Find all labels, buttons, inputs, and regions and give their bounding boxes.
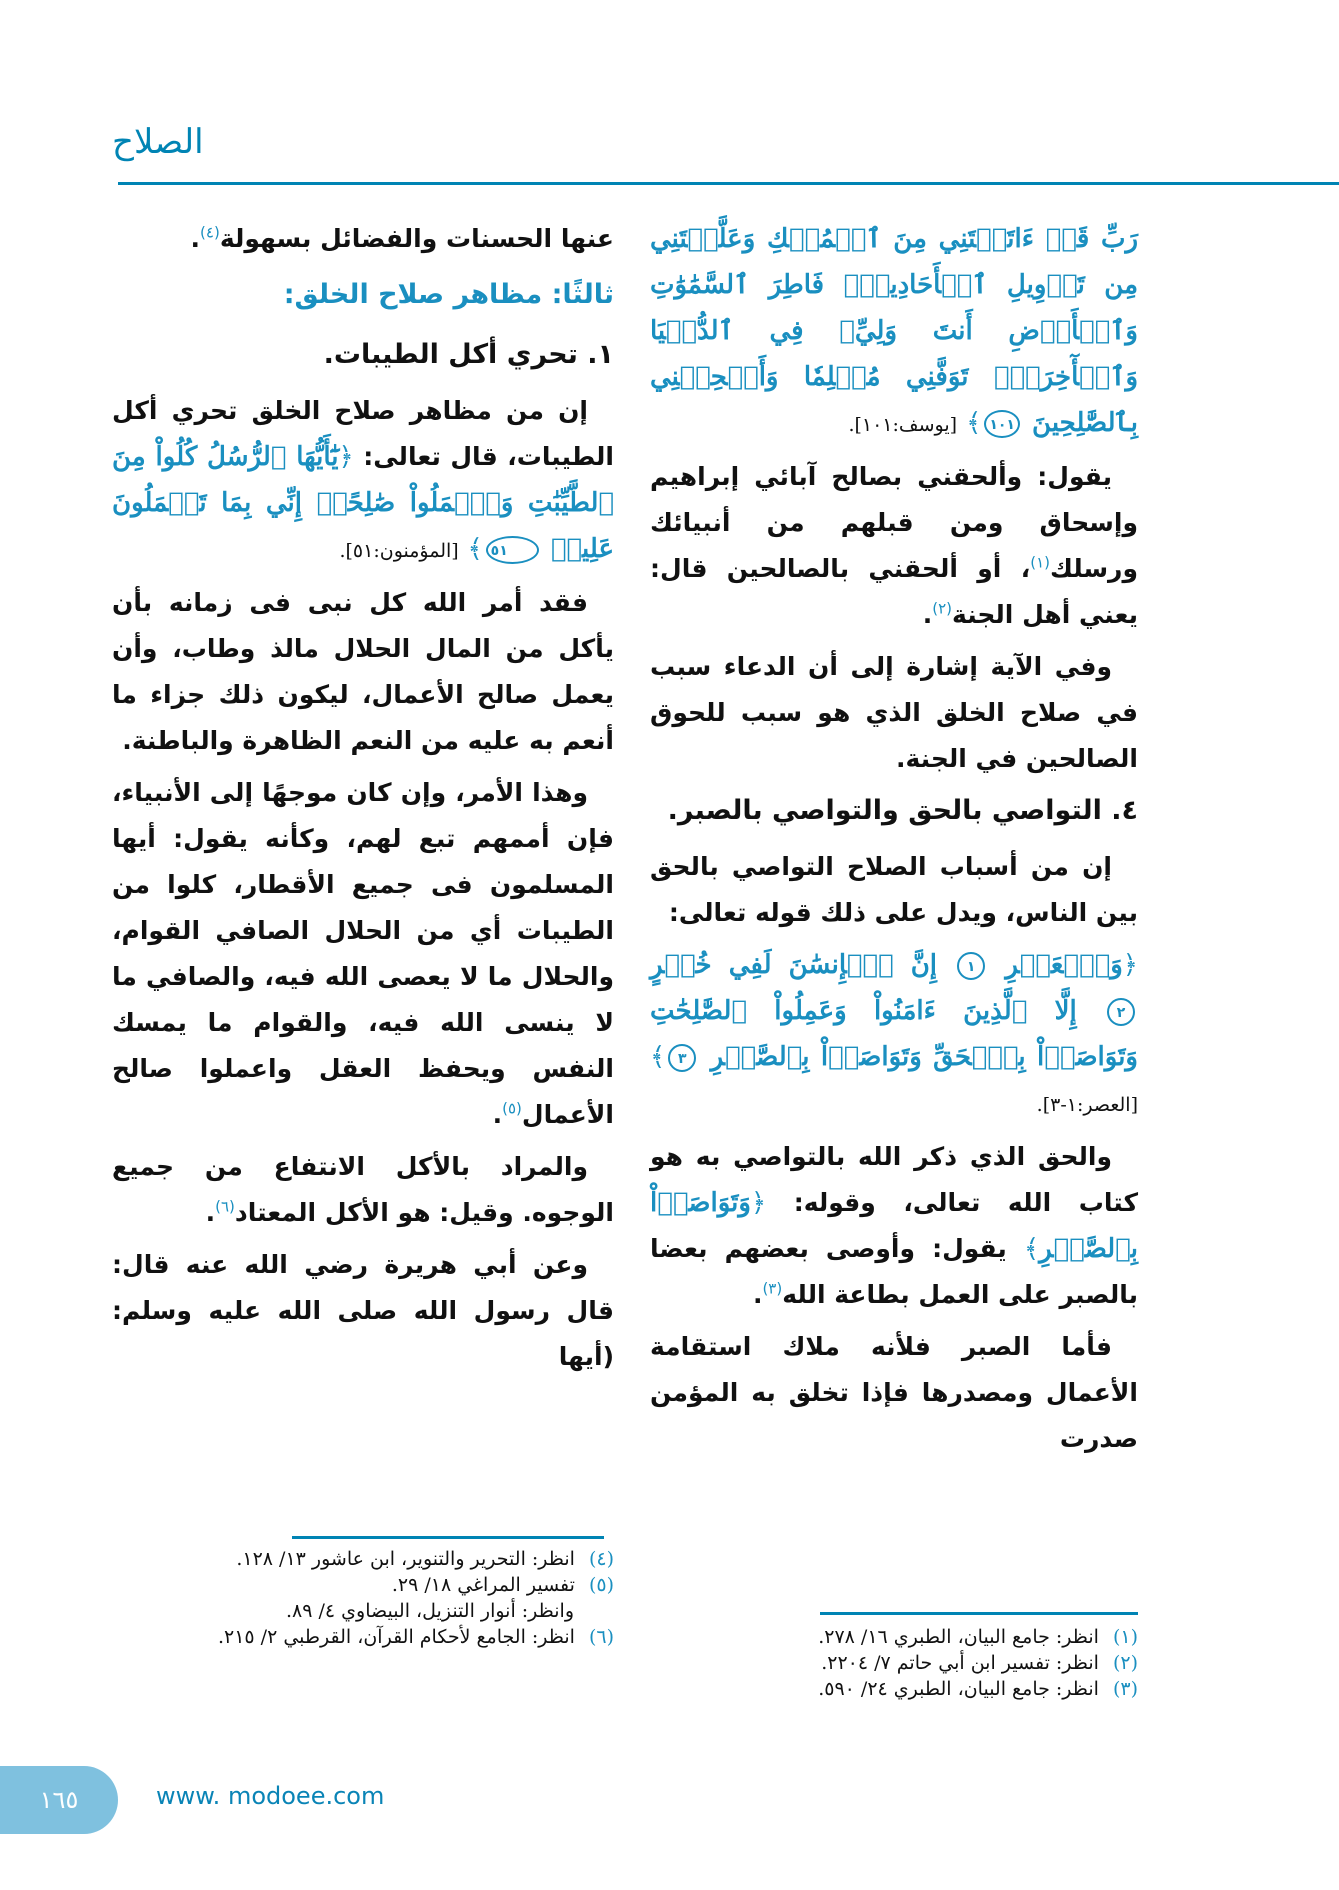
punctuation: . [190, 224, 201, 253]
section-heading: ثالثًا: مظاهر صلاح الخلق: [283, 279, 614, 310]
footnote-divider [292, 1536, 604, 1539]
footnote-text: تفسير المراغي ١٨/ ٢٩. [391, 1574, 575, 1596]
footnotes-right [650, 1624, 1138, 1702]
punctuation: . [922, 600, 933, 629]
footnote-number: (٥) [588, 1574, 614, 1596]
website-link[interactable]: www. modoee.com [156, 1782, 385, 1810]
footnote-text: انظر: الجامع لأحكام القرآن، القرطبي ٢/ ٢١٥. [217, 1626, 575, 1648]
quran-verse-asr [650, 942, 1138, 1128]
ornament-bracket-icon: ﴾ [650, 1042, 666, 1072]
paragraph: وفي الآية إشارة إلى أن الدعاء سبب في صلاح الخلق الذي هو سبب للحوق الصالحين في الجنة. [650, 652, 1138, 773]
paragraph: فقد أمر الله كل نبى فى زمانه بأن يأكل من المال الحلال مالذ وطاب، وأن يعمل صالح الأعمال، ليكون ذلك جزاء ما أنعم به عليه من النعم الظاهرة والباطنة. [112, 588, 614, 755]
footnote-item [650, 1624, 1138, 1650]
paragraph-text: والمراد بالأكل الانتفاع من جميع الوجوه. وقيل: هو الأكل المعتاد [112, 1152, 614, 1227]
ornament-bracket-icon: ﴾ [467, 534, 483, 564]
chapter-title: الصلاح [112, 122, 204, 162]
verse-text: إِنَّ ٱلۡإِنسَٰنَ لَفِي خُسۡرٍ [650, 950, 938, 980]
paragraph-text: عنها الحسنات والفضائل بسهولة [219, 224, 614, 253]
paragraph: إن من أسباب الصلاح التواصي بالحق بين الناس، ويدل على ذلك قوله تعالى: [650, 852, 1138, 927]
footnote-item [650, 1650, 1138, 1676]
footnote-number: (٢) [1112, 1652, 1138, 1674]
verse-reference: [المؤمنون:٥١]. [339, 540, 459, 562]
paragraph: فأما الصبر فلأنه ملاك استقامة الأعمال ومصدرها فإذا تخلق به المؤمن صدرت [650, 1332, 1138, 1453]
ornament-bracket-icon: ﴿ [750, 1188, 767, 1218]
punctuation: . [205, 1198, 216, 1227]
footnote-number: (٦) [588, 1626, 614, 1648]
footnotes-left [112, 1546, 614, 1650]
paragraph [650, 1134, 1138, 1318]
subsection-heading: ١. تحري أكل الطيبات. [323, 339, 614, 370]
footnote-text: انظر: جامع البيان، الطبري ٢٤/ ٥٩٠. [818, 1678, 1099, 1700]
footnote-ref[interactable]: (٥) [502, 1099, 522, 1118]
paragraph-text: وهذا الأمر، وإن كان موجهًا إلى الأنبياء، فإن أممهم تبع لهم، وكأنه يقول: أيها المسلمون فى جميع الأقطار، كلوا من الطيبات أي من الحلال الصافي القوام، والحلال ما لا يعصى الله فيه، والصافي ما لا ينسى الله فيه، والقوام ما يمسك النفس ويحفظ العقل واعملوا صالح الأعمال [112, 778, 614, 1129]
footnote-ref[interactable]: (٤) [200, 223, 220, 242]
footnote-number: (٤) [588, 1548, 614, 1570]
paragraph-text: إن من مظاهر صلاح الخلق تحري أكل الطيبات، قال تعالى: [112, 396, 614, 471]
footnote-number: (١) [1112, 1626, 1138, 1648]
paragraph-text: يقول: وألحقني بصالح آبائي إبراهيم وإسحاق ومن قبلهم من أنبيائك ورسلك [650, 462, 1138, 583]
ayah-number-marker: ٢ [1107, 998, 1135, 1026]
punctuation: . [492, 1100, 503, 1129]
footnote-divider [820, 1612, 1138, 1615]
footnote-ref[interactable]: (٢) [932, 599, 953, 618]
paragraph [650, 454, 1138, 638]
subsection-heading: ٤. التواصي بالحق والتواصي بالصبر. [667, 795, 1138, 826]
paragraph [112, 388, 614, 574]
ayah-number-marker: ١ [957, 952, 985, 980]
verse-text: وَٱلۡعَصۡرِ [1005, 950, 1123, 980]
footnote-number: (٣) [1112, 1678, 1138, 1700]
footnote-item [112, 1546, 614, 1572]
right-column [650, 216, 1138, 1468]
paragraph: وعن أبي هريرة رضي الله عنه قال: قال رسول الله صلى الله عليه وسلم: (أيها [112, 1250, 614, 1371]
footnote-text: وانظر: أنوار التنزيل، البيضاوي ٤/ ٨٩. [285, 1600, 574, 1622]
paragraph [112, 770, 614, 1138]
footnote-item [112, 1624, 614, 1650]
footnote-ref[interactable]: (٣) [762, 1279, 783, 1298]
footnote-text: انظر: التحرير والتنوير، ابن عاشور ١٣/ ١٢٨. [236, 1548, 575, 1570]
ayah-number-marker: ٣ [668, 1044, 696, 1072]
quran-verse-yusuf [650, 216, 1138, 448]
paragraph [112, 1144, 614, 1236]
paragraph [112, 216, 614, 262]
punctuation: . [752, 1280, 763, 1309]
ayah-number-marker: ٥١ [486, 536, 539, 564]
page-number-badge: ١٦٥ [0, 1766, 118, 1834]
verse-text: يَٰٓأَيُّهَا ٱلرُّسُلُ كُلُواْ مِنَ ٱلطَّيِّبَٰتِ وَٱعۡمَلُواْ صَٰلِحًاۖ إِنِّي بِمَا تَعۡمَلُونَ عَلِيمٞ [112, 442, 614, 564]
footnote-item [650, 1676, 1138, 1702]
footnote-item [112, 1598, 614, 1624]
footnote-text: انظر: تفسير ابن أبي حاتم ٧/ ٢٢٠٤. [821, 1652, 1099, 1674]
verse-reference: [يوسف:١٠١]. [848, 414, 958, 436]
paragraph-text: والحق الذي ذكر الله بالتواصي به هو كتاب الله تعالى، وقوله: [650, 1142, 1138, 1217]
verse-text: رَبِّ قَدۡ ءَاتَيۡتَنِي مِنَ ٱلۡمُلۡكِ وَعَلَّمۡتَنِي مِن تَأۡوِيلِ ٱلۡأَحَادِيثِۚ فَاطِرَ ٱلسَّمَٰوَٰتِ وَٱلۡأَرۡضِ أَنتَ وَلِيِّۦ فِي ٱلدُّنۡيَا وَٱلۡأٓخِرَةِۖ تَوَفَّنِي مُسۡلِمٗا وَأَلۡحِقۡنِي بِٱلصَّٰلِحِينَ [650, 224, 1138, 438]
ayah-number-marker: ١٠١ [984, 410, 1020, 438]
ornament-bracket-icon: ﴿ [1122, 950, 1139, 980]
footnote-item [112, 1572, 614, 1598]
paragraph-text: ، أو ألحقني بالصالحين قال: يعني أهل الجنة [650, 554, 1138, 629]
ornament-bracket-icon: ﴾ [966, 408, 982, 438]
verse-text: وَتَوَاصَوۡاْ بِٱلصَّبۡرِ [650, 1188, 1138, 1264]
left-column [112, 216, 614, 1386]
ornament-bracket-icon: ﴾ [1023, 1234, 1040, 1264]
header-divider [118, 182, 1339, 185]
footnote-ref[interactable]: (١) [1030, 553, 1050, 572]
verse-reference: [العصر:١-٣]. [1036, 1094, 1138, 1116]
verse-text: إِلَّا ٱلَّذِينَ ءَامَنُواْ وَعَمِلُواْ ٱلصَّٰلِحَٰتِ وَتَوَاصَوۡاْ بِٱلۡحَقِّ وَتَوَاصَوۡاْ بِٱلصَّبۡرِ [650, 996, 1138, 1072]
footnote-ref[interactable]: (٦) [215, 1197, 235, 1216]
ornament-bracket-icon: ﴿ [338, 442, 354, 472]
paragraph-text: يقول: وأوصى بعضهم بعضا بالصبر على العمل بطاعة الله [650, 1234, 1138, 1309]
footnote-text: انظر: جامع البيان، الطبري ١٦/ ٢٧٨. [818, 1626, 1099, 1648]
